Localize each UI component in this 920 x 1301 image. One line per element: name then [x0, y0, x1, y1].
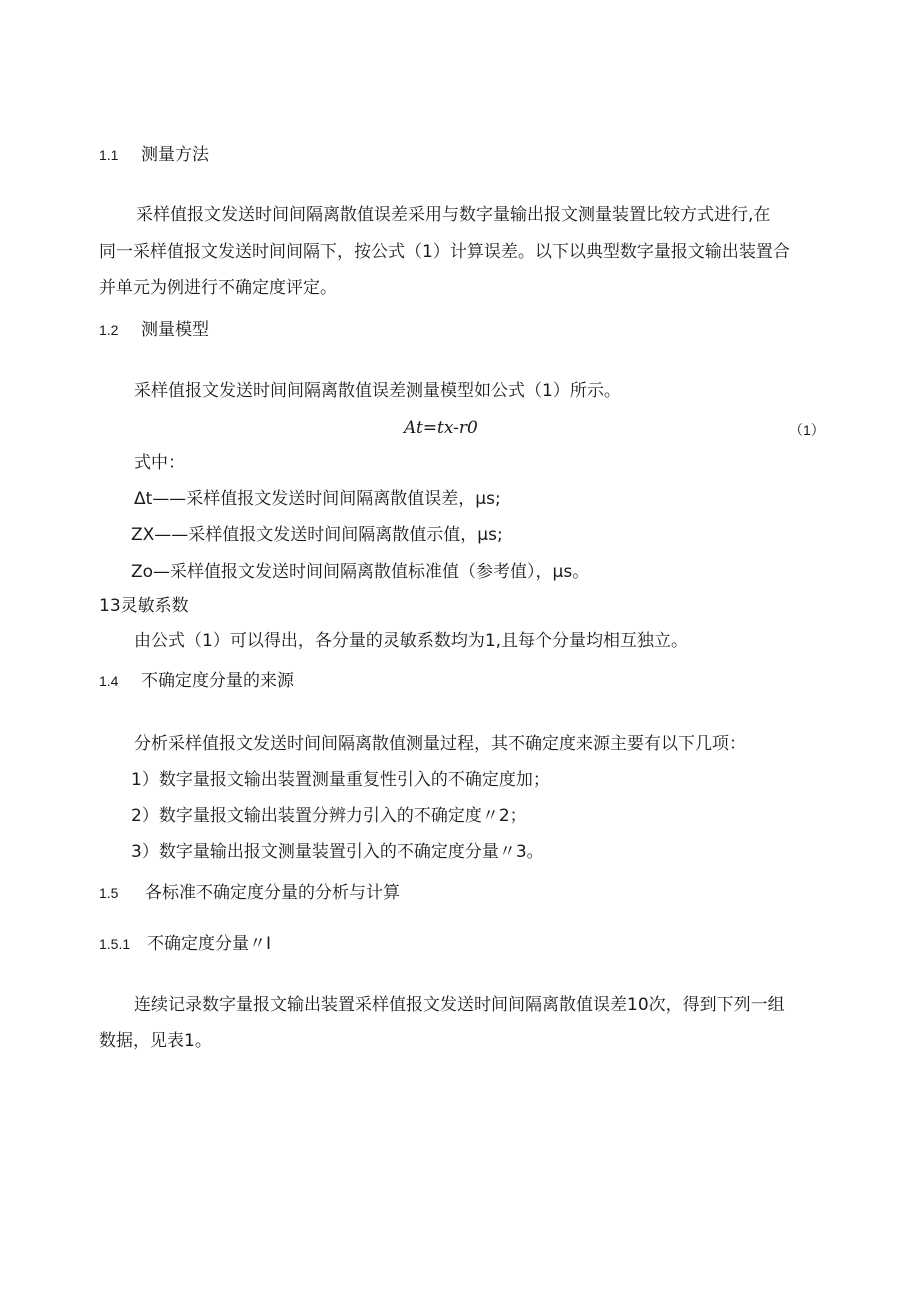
equation-number: （1） [789, 422, 825, 438]
sources-intro: 分析采样值报文发送时间间隔离散值测量过程，其不确定度来源主要有以下几项： [134, 734, 746, 754]
method-paragraph-line-3: 并单元为例进行不确定度评定。 [99, 278, 337, 298]
section-number: 1.2 [99, 322, 119, 338]
definition-delta-t: Δt——采样值报文发送时间间隔离散值误差，μs; [134, 489, 501, 509]
section-heading-1-5-1 [99, 934, 271, 954]
section-title: 不确定度分量的来源 [141, 671, 294, 691]
section-number: 1.5.1 [99, 936, 131, 952]
model-intro: 采样值报文发送时间间隔离散值误差测量模型如公式（1）所示。 [134, 381, 621, 401]
definition-zx: ZX——采样值报文发送时间间隔离散值示值，μs; [131, 525, 503, 545]
where-label: 式中： [134, 453, 185, 473]
definition-zo: Zo—采样值报文发送时间间隔离散值标准值（参考值），μs。 [131, 562, 590, 582]
section-heading-1-1 [99, 145, 209, 165]
section-title: 不确定度分量〃I [147, 934, 272, 954]
section-title: 测量方法 [141, 145, 209, 165]
section-heading-1-3: 13灵敏系数 [99, 596, 189, 616]
source-item-3: 3）数字量输出报文测量装置引入的不确定度分量〃3。 [131, 842, 544, 862]
section-title: 测量模型 [141, 320, 209, 340]
section-number: 1.5 [99, 885, 119, 901]
sensitivity-text: 由公式（1）可以得出，各分量的灵敏系数均为1,且每个分量均相互独立。 [134, 631, 689, 651]
section-heading-1-4 [99, 671, 294, 691]
component1-paragraph-line-1: 连续记录数字量报文输出装置采样值报文发送时间间隔离散值误差10次，得到下列一组 [134, 995, 785, 1015]
section-number: 1.1 [99, 147, 119, 163]
section-heading-1-5 [99, 883, 400, 903]
method-paragraph-line-2: 同一采样值报文发送时间间隔下，按公式（1）计算误差。以下以典型数字量报文输出装置合 [99, 242, 790, 262]
component1-paragraph-line-2: 数据，见表1。 [99, 1031, 212, 1051]
equation: At=tx-r0 [404, 418, 478, 438]
source-item-1: 1）数字量报文输出装置测量重复性引入的不确定度加； [131, 770, 550, 790]
method-paragraph-line-1: 采样值报文发送时间间隔离散值误差采用与数字量输出报文测量装置比较方式进行,在 [136, 205, 771, 225]
section-number: 1.4 [99, 673, 119, 689]
section-heading-1-2 [99, 320, 209, 340]
source-item-2: 2）数字量报文输出装置分辨力引入的不确定度〃2； [131, 806, 527, 826]
section-title: 各标准不确定度分量的分析与计算 [145, 883, 400, 903]
